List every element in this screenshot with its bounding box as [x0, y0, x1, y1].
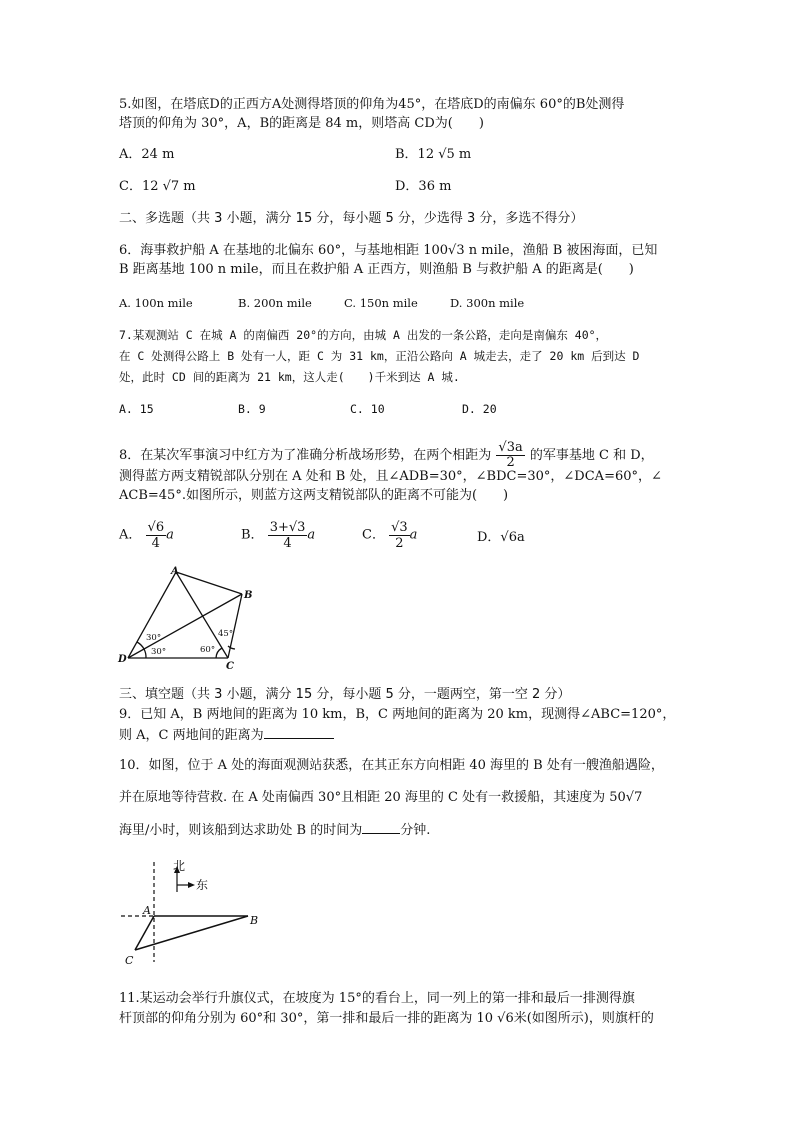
q10-east-arrow-icon [188, 882, 195, 888]
q10-line2: 并在原地等待营救. 在 A 处南偏西 30°且相距 20 海里的 C 处有一救援船，其速度为 50√7 [119, 790, 643, 805]
q8-angle-dca: 60° [200, 645, 216, 655]
q8-option-c-fraction [389, 520, 410, 551]
q8-option-b-fraction [268, 520, 308, 551]
q8-line3: ACB=45°.如图所示，则蓝方这两支精锐部队的距离不可能为( ) [119, 488, 509, 503]
q7-option-a: A. 15 [119, 402, 154, 416]
q10-line3-end: 分钟. [400, 823, 431, 838]
q8-edge-ab [176, 572, 242, 594]
q8-line1-start: 8．在某次军事演习中红方为了准确分析战场形势，在两个相距为 [119, 448, 492, 463]
q5-option-a: A．24 m [119, 147, 175, 162]
q5-option-d: D．36 m [395, 179, 452, 194]
q8-option-b-label: B． [241, 527, 264, 543]
q9-line2-text: 则 A，C 两地间的距离为 [119, 728, 264, 743]
q10-label-east: 东 [196, 878, 209, 892]
q10-point-b: B [250, 914, 259, 927]
q8-option-c-var: a [409, 527, 418, 543]
q10-line3-text: 海里/小时，则该船到达求助处 B 的时间为 [119, 823, 363, 838]
q8-angle-arc-dca [216, 648, 222, 658]
q10-point-a: A [143, 904, 151, 917]
q9-answer-blank [264, 726, 334, 739]
q8-fraction-denominator: 2 [506, 455, 515, 470]
q8-option-c-numerator: √3 [391, 520, 408, 535]
q10-line3 [119, 821, 430, 839]
q8-option-c-denominator: 2 [395, 536, 404, 551]
q10-point-c: C [125, 954, 134, 967]
q8-option-b [241, 520, 315, 551]
q8-option-a-numerator: √6 [147, 520, 165, 535]
q9-line2 [119, 726, 334, 744]
q10-label-north: 北 [173, 859, 186, 873]
q8-angle-arc-adb [137, 642, 144, 649]
q8-line1 [119, 441, 654, 470]
q7-line1: 7.某观测站 C 在城 A 的南偏西 20°的方向，由城 A 出发的一条公路，走向是南偏东 40°， [119, 328, 608, 342]
q11-line2: 杆顶部的仰角分别为 60°和 30°，第一排和最后一排的距离为 10 √6米(如图所示)，则旗杆的 [119, 1011, 654, 1026]
q8-option-a-denominator: 4 [151, 536, 160, 551]
q5-line2: 塔顶的仰角为 30°，A，B的距离是 84 m，则塔高 CD为( ) [119, 116, 484, 131]
q8-line1-end: 的军事基地 C 和 D， [529, 448, 654, 463]
q8-option-b-var: a [307, 527, 316, 543]
q6-option-b: B. 200n mile [238, 296, 312, 310]
q7-option-c: C. 10 [350, 402, 385, 416]
q8-angle-acb: 45° [218, 629, 234, 639]
q8-angle-bdc: 30° [151, 647, 167, 657]
q8-angle-adb: 30° [146, 633, 162, 643]
q8-option-b-numerator: 3+√3 [269, 520, 306, 535]
q8-figure [116, 566, 266, 671]
q10-line1: 10．如图，位于 A 处的海面观测站获悉，在其正东方向相距 40 海里的 B 处有一艘渔船遇险， [119, 758, 664, 773]
q8-option-c [362, 520, 417, 551]
q8-angle-arc-acb [228, 646, 235, 649]
q8-line2: 测得蓝方两支精锐部队分别在 A 处和 B 处，且∠ADB=30°，∠BDC=30°，∠DCA=60°，∠ [119, 469, 662, 484]
q8-point-b: B [244, 590, 253, 601]
q8-option-a-var: a [166, 527, 174, 543]
q6-line1: 6．海事救护船 A 在基地的北偏东 60°，与基地相距 100√3 n mile，渔船 B 被困海面，已知 [119, 243, 658, 258]
q6-option-d: D. 300n mile [450, 296, 525, 310]
q5-option-c: C．12 √7 m [119, 179, 196, 194]
q7-line2: 在 C 处测得公路上 B 处有一人，距 C 为 31 km，正沿公路向 A 城走去，走了 20 km 后到达 D [119, 349, 640, 363]
q8-point-a: A [171, 566, 179, 577]
q6-option-a: A. 100n mile [119, 296, 193, 310]
q9-line1: 9．已知 A，B 两地间的距离为 10 km，B，C 两地间的距离为 20 km，现测得∠ABC=120°， [119, 707, 676, 722]
q8-point-d: D [118, 654, 127, 665]
q8-option-a [119, 520, 174, 551]
section-fill-in-heading: 三、填空题（共 3 小题，满分 15 分，每小题 5 分，一题两空，第一空 2 分） [119, 687, 571, 702]
q5-line1: 5.如图，在塔底D的正西方A处测得塔顶的仰角为45°，在塔底D的南偏东 60°的B处测得 [119, 97, 625, 112]
q7-line3: 处，此时 CD 间的距离为 21 km，这人走( )千米到达 A 城. [119, 370, 460, 384]
section-multiple-choice-heading: 二、多选题（共 3 小题，满分 15 分，每小题 5 分，少选得 3 分，多选不得分） [119, 211, 584, 226]
q8-angle-arc-bdc [144, 649, 146, 658]
q6-option-c: C. 150n mile [344, 296, 418, 310]
q7-option-d: D. 20 [462, 402, 497, 416]
q8-point-c: C [226, 661, 234, 671]
q8-edge-db [128, 594, 242, 658]
q8-option-b-denominator: 4 [283, 536, 292, 551]
q10-answer-blank [362, 821, 400, 834]
q8-option-a-fraction [146, 520, 167, 551]
q8-option-c-label: C． [362, 527, 385, 543]
q8-distance-fraction [496, 441, 524, 470]
q8-option-a-label: A． [119, 527, 142, 543]
q5-option-b: B．12 √5 m [395, 147, 472, 162]
q10-figure [115, 858, 275, 973]
q8-option-d: D．√6a [477, 530, 525, 545]
q11-line1: 11.某运动会举行升旗仪式，在坡度为 15°的看台上，同一列上的第一排和最后一排测得旗 [119, 991, 635, 1006]
q6-line2: B 距离基地 100 n mile，而且在救护船 A 正西方，则渔船 B 与救护船 A 的距离是( ) [119, 262, 634, 277]
q8-fraction-numerator: √3a [498, 440, 523, 455]
q7-option-b: B. 9 [238, 402, 266, 416]
